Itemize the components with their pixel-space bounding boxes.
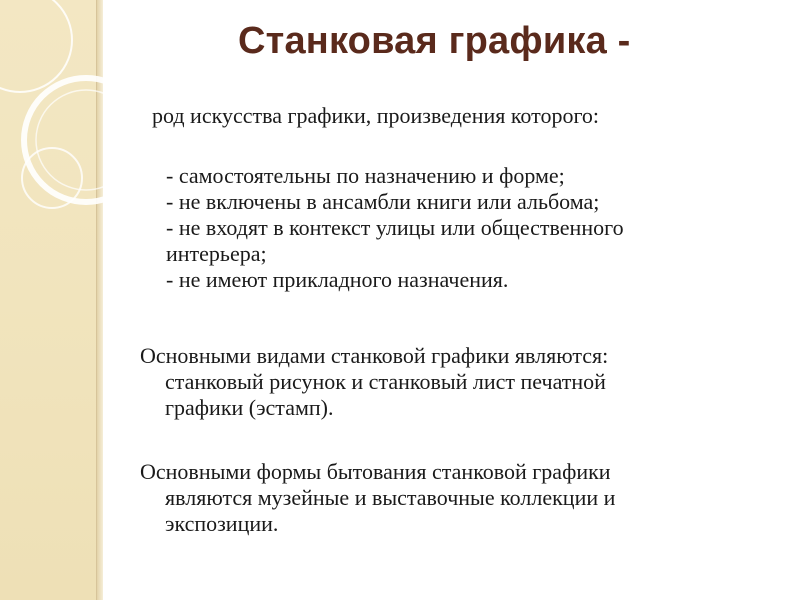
intro-text: род искусства графики, произведения которого: xyxy=(152,103,600,128)
list-item: - не имеют прикладного назначения. xyxy=(166,267,509,292)
properties-list xyxy=(166,163,624,293)
decorative-rings-icon xyxy=(0,0,140,240)
paragraph-line: графики (эстамп). xyxy=(165,395,334,420)
paragraph-types xyxy=(140,343,608,421)
list-item: - не включены в ансамбли книги или альбома; xyxy=(166,189,600,214)
slide-title: Станковая графика - xyxy=(238,20,631,62)
paragraph-line: экспозиции. xyxy=(165,511,279,536)
list-item: - самостоятельны по назначению и форме; xyxy=(166,163,565,188)
paragraph-line: Основными видами станковой графики являются: xyxy=(140,343,609,368)
paragraph-line: являются музейные и выставочные коллекции и xyxy=(165,485,616,510)
paragraph-forms xyxy=(140,459,615,537)
list-item-continuation: интерьера; xyxy=(166,241,267,266)
list-item: - не входят в контекст улицы или общественного xyxy=(166,215,624,240)
paragraph-line: Основными формы бытования станковой графики xyxy=(140,459,611,484)
paragraph-line: станковый рисунок и станковый лист печатной xyxy=(165,369,606,394)
